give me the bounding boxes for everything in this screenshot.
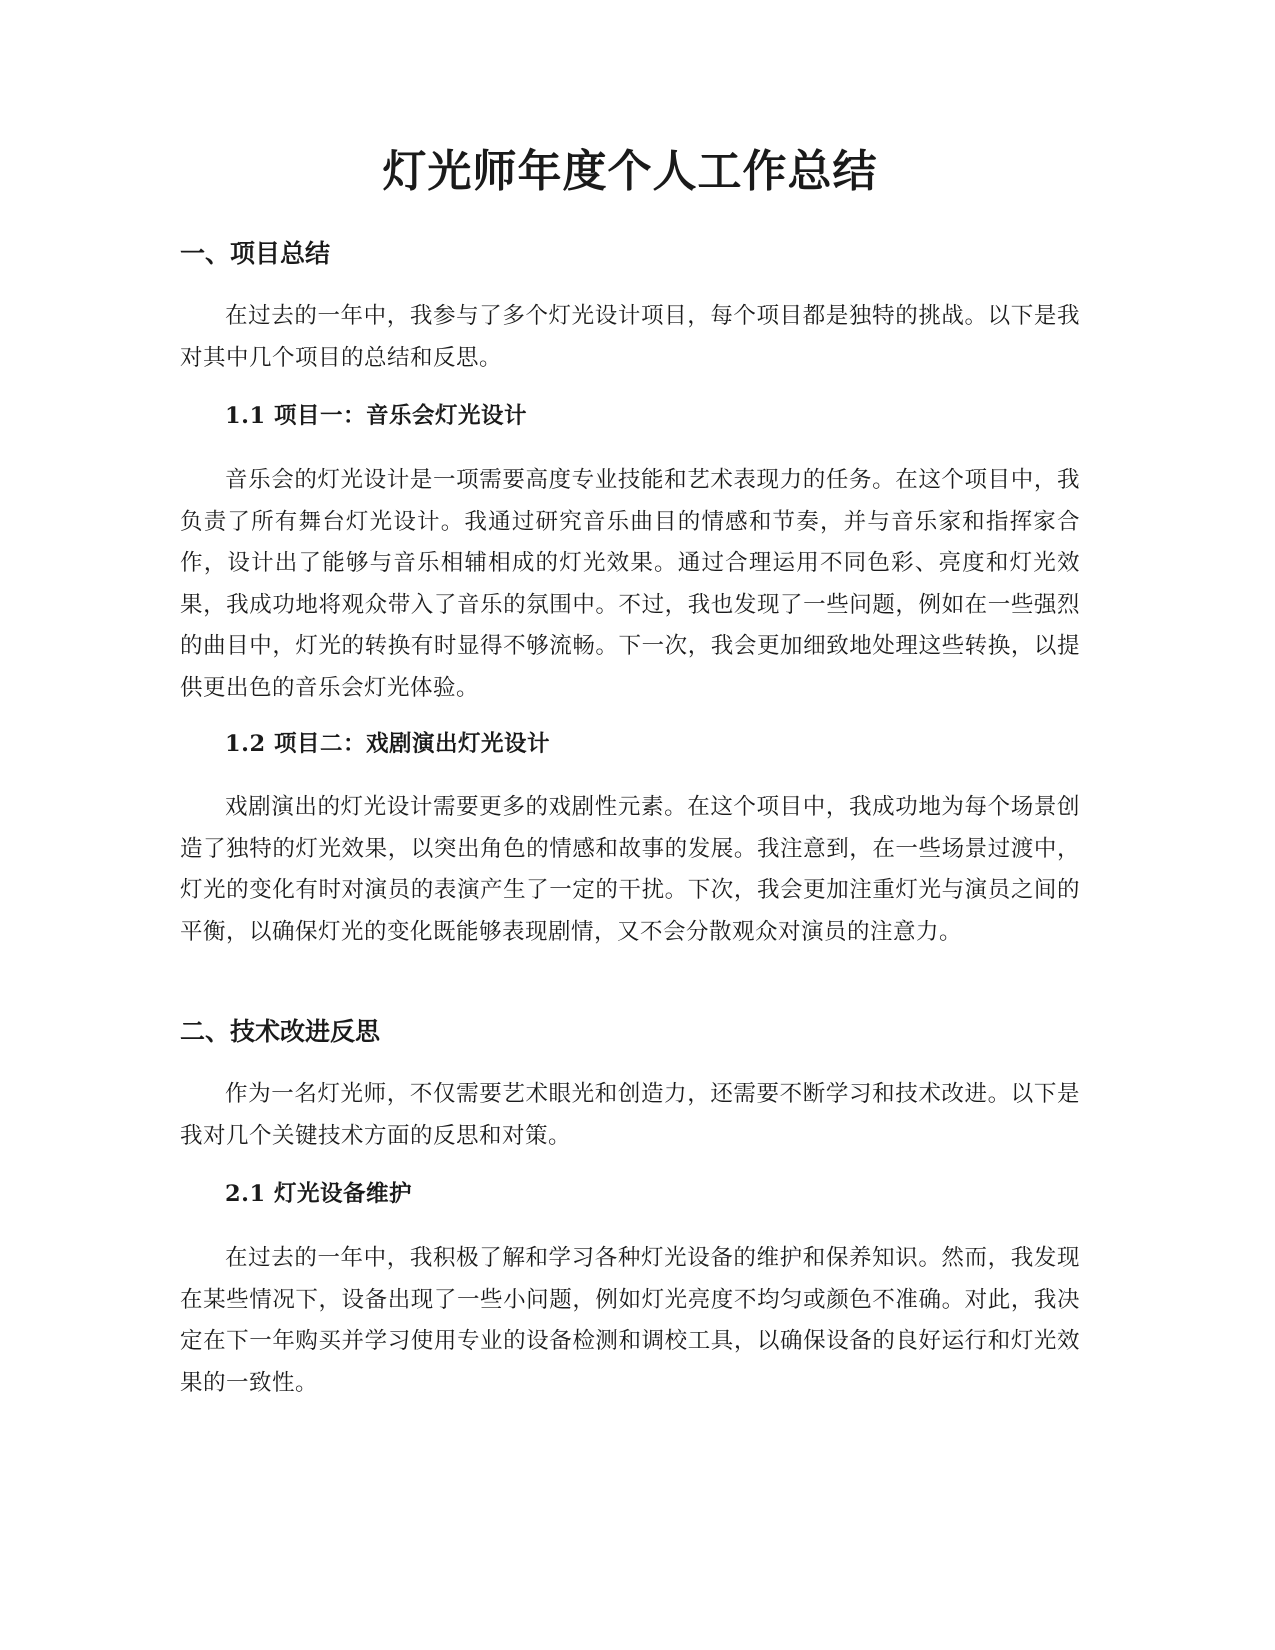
subsection-heading-drama: 1.2 项目二：戏剧演出灯光设计: [225, 731, 550, 757]
subsection-heading-equipment: 2.1 灯光设备维护: [225, 1181, 412, 1207]
section-intro-tech-reflection: 作为一名灯光师，不仅需要艺术眼光和创造力，还需要不断学习和技术改进。以下是我对几个关键技术方面的反思和对策。: [180, 1081, 1080, 1149]
section-heading-tech-reflection: 二、技术改进反思: [180, 1017, 381, 1046]
subsection-body-concert: 音乐会的灯光设计是一项需要高度专业技能和艺术表现力的任务。在这个项目中，我负责了所有舞台灯光设计。我通过研究音乐曲目的情感和节奏，并与音乐家和指挥家合作，设计出了能够与音乐相辅相成的灯光效果。通过合理运用不同色彩、亮度和灯光效果，我成功地将观众带入了音乐的氛围中。不过，我也发现了一些问题，例如在一些强烈的曲目中，灯光的转换有时显得不够流畅。下一次，我会更加细致地处理这些转换，以提供更出色的音乐会灯光体验。: [180, 467, 1080, 701]
document-page: [180, 0, 1080, 1650]
document-title: 灯光师年度个人工作总结: [382, 146, 878, 197]
subsection-body-drama: 戏剧演出的灯光设计需要更多的戏剧性元素。在这个项目中，我成功地为每个场景创造了独特的灯光效果，以突出角色的情感和故事的发展。我注意到，在一些场景过渡中，灯光的变化有时对演员的表演产生了一定的干扰。下次，我会更加注重灯光与演员之间的平衡，以确保灯光的变化既能够表现剧情，又不会分散观众对演员的注意力。: [180, 794, 1080, 945]
section-heading-project-summary: 一、项目总结: [180, 239, 331, 268]
subsection-heading-concert: 1.1 项目一：音乐会灯光设计: [225, 403, 527, 429]
subsection-body-equipment: 在过去的一年中，我积极了解和学习各种灯光设备的维护和保养知识。然而，我发现在某些情况下，设备出现了一些小问题，例如灯光亮度不均匀或颜色不准确。对此，我决定在下一年购买并学习使用专业的设备检测和调校工具，以确保设备的良好运行和灯光效果的一致性。: [180, 1245, 1080, 1396]
section-intro-project-summary: 在过去的一年中，我参与了多个灯光设计项目，每个项目都是独特的挑战。以下是我对其中几个项目的总结和反思。: [180, 303, 1080, 371]
